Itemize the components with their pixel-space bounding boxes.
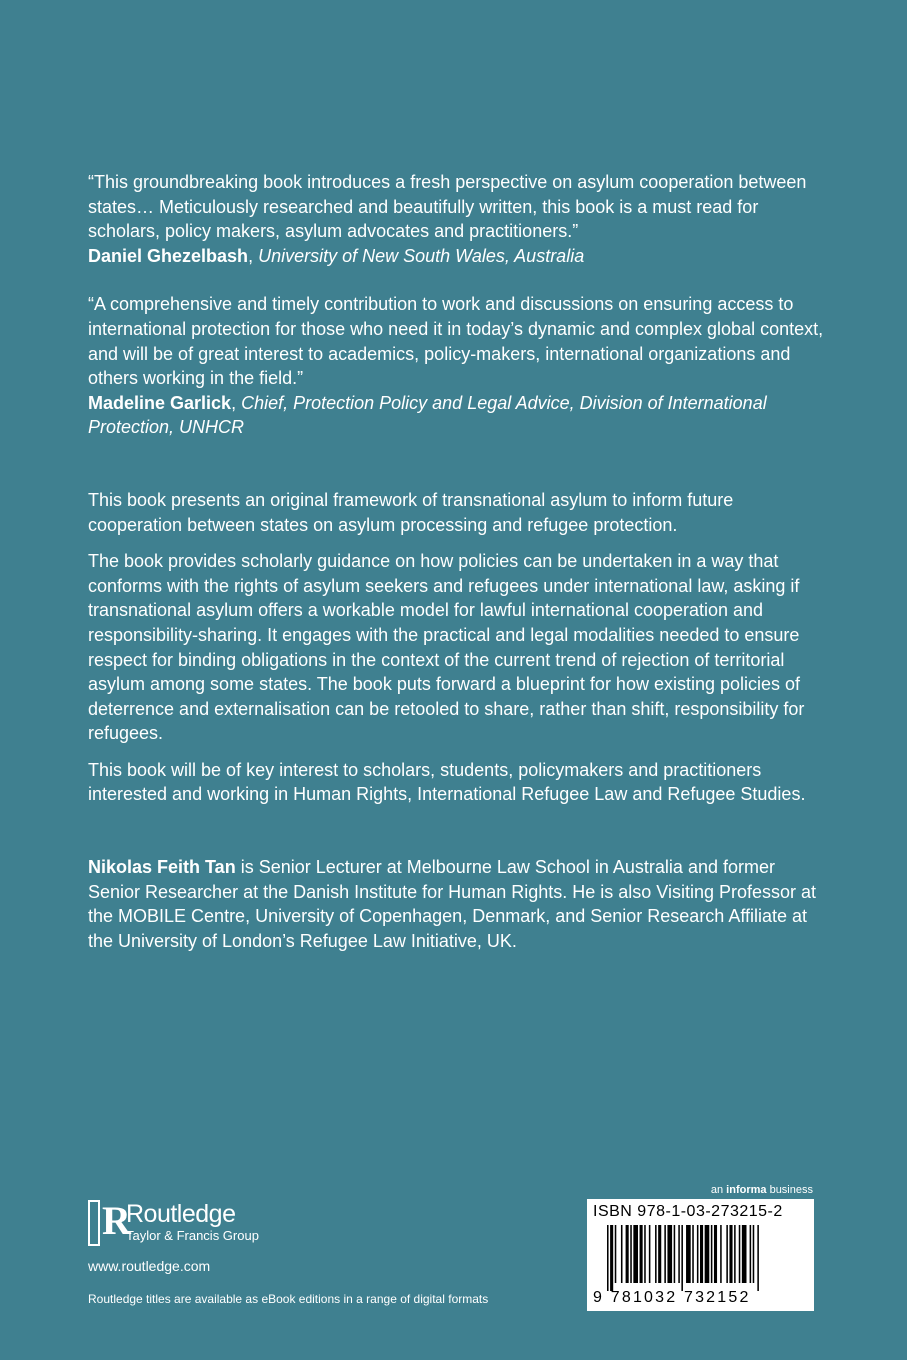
barcode-bar — [655, 1225, 657, 1283]
barcode-bar — [714, 1225, 717, 1283]
book-description — [88, 488, 828, 807]
barcode-bar — [644, 1225, 646, 1283]
barcode-bar — [667, 1225, 672, 1283]
description-paragraph-2: The book provides scholarly guidance on how policies can be undertaken in a way that conforms with the rights of asylum seekers and refugees under international law, asking if transnational asylum offers a workable model for lawful international cooperation and responsibility-sharing. It engages with the practical and legal modalities needed to ensure respect for binding obligations in the context of the current trend of rejection of territorial asylum among some states. The book puts forward a blueprint for how existing policies of deterrence and externalisation can be retooled to share, rather than shift, responsibility for refugees. — [88, 551, 805, 744]
publisher-block — [88, 1200, 548, 1306]
barcode-bar — [700, 1225, 703, 1283]
publisher-group: Taylor & Francis Group — [126, 1228, 259, 1243]
informa-business-label: an informa business — [710, 1184, 813, 1196]
endorsement-1-text: “This groundbreaking book introduces a fresh perspective on asylum cooperation between states… Meticulously researched and beautifully written, this book is a must read for scholars, policy makers, asylum advocates and practitioners.” — [88, 172, 807, 242]
barcode-bar — [753, 1225, 755, 1283]
endorsement-2 — [88, 292, 828, 440]
isbn-barcode — [587, 1199, 814, 1311]
barcode-bar — [697, 1225, 699, 1283]
author-name: Nikolas Feith Tan — [88, 857, 236, 878]
barcode-bars — [593, 1225, 808, 1291]
barcode-bar — [674, 1225, 676, 1283]
author-bio — [88, 855, 828, 953]
barcode-bar — [640, 1225, 643, 1283]
barcode-bar — [686, 1225, 691, 1283]
barcode-bar — [633, 1225, 638, 1283]
barcode-bar — [658, 1225, 661, 1283]
publisher-name: Routledge — [126, 1200, 236, 1228]
barcode-bar — [742, 1225, 747, 1283]
author-bio-text: is Senior Lecturer at Melbourne Law School in Australia and former Senior Researcher at the Danish Institute for Human Rights. He is also Visiting Professor at the MOBILE Centre, University of Copenhagen, Denmark, and Senior Research Affiliate at the University of London’s Refugee Law Initiative, UK. — [88, 857, 817, 951]
ebook-note: Routledge titles are available as eBook editions in a range of digital formats — [88, 1292, 489, 1306]
barcode-bar — [750, 1225, 752, 1283]
endorsement-2-name: Madeline Garlick — [88, 392, 232, 413]
endorsement-2-affiliation: Chief, Protection Policy and Legal Advice, Division of International Protection, UNHCR — [88, 392, 767, 438]
barcode-bar — [649, 1225, 651, 1283]
routledge-logo — [88, 1200, 548, 1246]
barcode-bar — [720, 1225, 722, 1283]
cover-text — [88, 170, 828, 953]
barcode-bar — [726, 1225, 728, 1283]
routledge-mark-icon — [88, 1198, 131, 1246]
barcode-bar — [630, 1225, 632, 1283]
isbn-label: ISBN 978-1-03-273215-2 — [593, 1203, 783, 1220]
barcode-bar — [626, 1225, 629, 1283]
description-paragraph-3: This book will be of key interest to scholars, students, policymakers and practitioners interested and working in Human Rights, International Refugee Law and Refugee Studies. — [88, 759, 806, 805]
endorsement-1-name: Daniel Ghezelbash — [88, 245, 249, 266]
barcode-bar — [610, 1225, 613, 1291]
barcode-bar — [678, 1225, 680, 1283]
endorsement-1 — [88, 170, 828, 268]
barcode-bar — [705, 1225, 710, 1283]
barcode-bar — [621, 1225, 623, 1283]
routledge-mark-letter: R — [102, 1198, 131, 1243]
barcode-bar — [681, 1225, 683, 1291]
barcode-bar — [664, 1225, 666, 1283]
barcode-bar — [739, 1225, 741, 1283]
publisher-url: www.routledge.com — [88, 1258, 211, 1274]
barcode-bar — [729, 1225, 732, 1283]
endorsement-2-attribution: Madeline Garlick, Chief, Protection Policy and Legal Advice, Division of International Protection, UNHCR — [88, 392, 767, 438]
barcode-bar — [607, 1225, 609, 1291]
barcode-bar — [692, 1225, 694, 1283]
description-paragraph-1: This book presents an original framework of transnational asylum to inform future cooperation between states on asylum processing and refugee protection. — [88, 489, 734, 535]
barcode-digits: 9 781032 732152 — [593, 1289, 751, 1306]
endorsement-1-affiliation: University of New South Wales, Australia — [258, 245, 585, 266]
barcode-bar — [757, 1225, 759, 1291]
barcode-bar — [711, 1225, 713, 1283]
barcode-bar — [734, 1225, 736, 1283]
barcode-bar — [615, 1225, 617, 1283]
endorsement-2-text: “A comprehensive and timely contribution to work and discussions on ensuring access to international protection for those who need it in today’s dynamic and complex global context, and will be of great interest to academics, policy-makers, international organizations and others working in the field.” — [88, 294, 824, 389]
endorsement-1-attribution: Daniel Ghezelbash, University of New South Wales, Australia — [88, 245, 585, 266]
informa-brand: informa — [726, 1184, 767, 1196]
